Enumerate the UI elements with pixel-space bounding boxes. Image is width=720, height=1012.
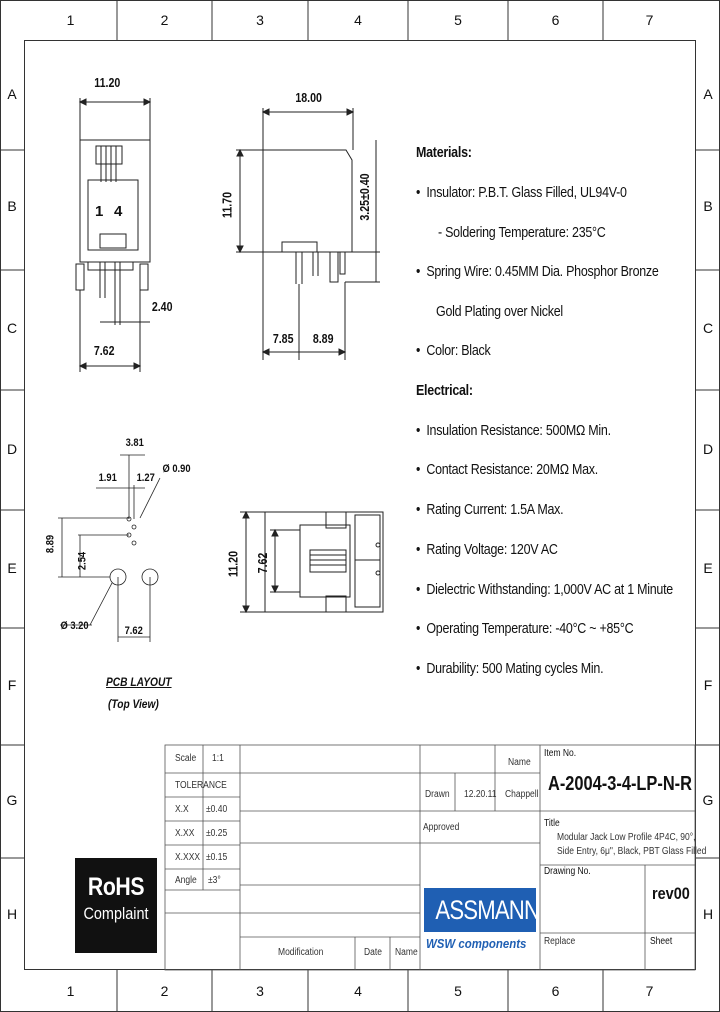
- row-label-g-right: G: [702, 792, 714, 808]
- tol-key-2: X.XXX: [175, 852, 201, 863]
- tol-val-1: ±0.25: [206, 828, 228, 839]
- name2-label: Name: [395, 947, 418, 958]
- spec-gold-plating: Gold Plating over Nickel: [436, 304, 563, 320]
- spec-color: [416, 343, 490, 359]
- spec-current-text: Rating Current: 1.5A Max.: [426, 502, 564, 518]
- col-label-2: 2: [160, 12, 169, 28]
- spec-spring-wire: [416, 264, 659, 280]
- modification-label: Modification: [278, 947, 324, 958]
- row-label-b-right: B: [703, 198, 713, 214]
- col-label-5: 5: [454, 12, 462, 28]
- drawing-no-label: Drawing No.: [544, 866, 591, 877]
- col-label-3-bottom: 3: [256, 983, 264, 999]
- spec-insulator: [416, 185, 627, 201]
- rohs-badge: [75, 858, 157, 953]
- row-label-b: B: [7, 198, 17, 214]
- spec-insulator-text: Insulator: P.B.T. Glass Filled, UL94V-0: [426, 185, 627, 201]
- spec-insulation-text: Insulation Resistance: 500MΩ Min.: [426, 423, 611, 439]
- dim-pcb-peg: Ø 3.20: [60, 620, 89, 632]
- spec-durability: [416, 661, 603, 677]
- scale-label: Scale: [175, 753, 197, 764]
- col-label-4: 4: [354, 12, 362, 28]
- dim-pin-span: 7.62: [93, 344, 115, 358]
- spec-operating: [416, 621, 633, 637]
- assmann-logo: [424, 888, 540, 932]
- spec-dielectric-text: Dielectric Withstanding: 1,000V AC at 1 Minute: [426, 582, 673, 598]
- row-label-g: G: [6, 792, 18, 808]
- dim-side-b: 8.89: [312, 332, 334, 346]
- col-label-2-bottom: 2: [160, 983, 169, 999]
- col-label-1-bottom: 1: [66, 983, 75, 999]
- dim-top-762: 7.62: [256, 552, 271, 574]
- row-label-c: C: [6, 320, 18, 336]
- brand-sub: WSW components: [426, 936, 527, 951]
- tol-key-0: X.X: [175, 804, 189, 815]
- title-line-2: Side Entry, 6μ", Black, PBT Glass Filled: [557, 846, 707, 857]
- scale-value: 1:1: [212, 753, 224, 764]
- row-label-f: F: [7, 677, 17, 693]
- row-label-a-right: A: [703, 86, 713, 102]
- row-label-e: E: [7, 560, 17, 576]
- spec-dielectric: [416, 582, 673, 598]
- replace-label: Replace: [544, 936, 576, 947]
- dim-pcb-hole: Ø 0.90: [162, 463, 191, 475]
- tol-key-3: Angle: [175, 875, 197, 886]
- dim-pcb-191: 1.91: [98, 472, 117, 484]
- spec-insulation: [416, 423, 611, 439]
- dim-pcb-762: 7.62: [124, 625, 143, 637]
- dim-side-offset: 3.25±0.40: [357, 173, 372, 221]
- row-label-c-right: C: [702, 320, 714, 336]
- title-label: Title: [544, 818, 560, 829]
- spec-operating-text: Operating Temperature: -40°C ~ +85°C: [426, 621, 634, 637]
- pin-1-label: 1: [95, 203, 104, 220]
- tol-val-2: ±0.15: [206, 852, 228, 863]
- col-label-1: 1: [66, 12, 75, 28]
- sheet-label: Sheet: [650, 936, 673, 947]
- brand-name: ASSMANN: [435, 895, 540, 925]
- spec-color-text: Color: Black: [426, 343, 491, 359]
- dim-pcb-254: 2.54: [76, 551, 89, 571]
- spec-contact: [416, 462, 598, 478]
- dim-pcb-381: 3.81: [125, 437, 144, 449]
- col-label-7-bottom: 7: [645, 983, 654, 999]
- item-no-label: Item No.: [544, 748, 577, 759]
- dim-side-height: 11.70: [220, 191, 235, 219]
- tol-key-1: X.XX: [175, 828, 195, 839]
- dim-pitch: 2.40: [151, 300, 173, 314]
- drawn-date: 12.20.11: [464, 789, 497, 800]
- row-label-d-right: D: [702, 441, 714, 457]
- spec-spring-wire-text: Spring Wire: 0.45MM Dia. Phosphor Bronze: [426, 264, 659, 280]
- dim-pcb-127: 1.27: [136, 472, 155, 484]
- col-label-6: 6: [551, 12, 560, 28]
- row-label-h: H: [6, 906, 18, 922]
- name-label: Name: [508, 757, 531, 768]
- tolerance-label: TOLERANCE: [175, 780, 227, 791]
- row-label-d: D: [6, 441, 18, 457]
- row-label-f-right: F: [703, 677, 713, 693]
- materials-heading: Materials:: [416, 145, 472, 161]
- row-label-a: A: [7, 86, 17, 102]
- dim-pcb-889: 8.89: [44, 534, 57, 554]
- dim-side-length: 18.00: [295, 91, 322, 105]
- dim-top-1120: 11.20: [226, 550, 241, 578]
- row-label-h-right: H: [702, 906, 714, 922]
- tol-val-0: ±0.40: [206, 804, 228, 815]
- date-label: Date: [364, 947, 382, 958]
- pcb-layout-title: PCB LAYOUT: [106, 675, 172, 689]
- spec-durability-text: Durability: 500 Mating cycles Min.: [426, 661, 604, 677]
- spec-voltage-text: Rating Voltage: 120V AC: [426, 542, 558, 558]
- row-label-e-right: E: [703, 560, 713, 576]
- rohs-title: RoHS: [87, 873, 145, 901]
- spec-voltage: [416, 542, 558, 558]
- col-label-4-bottom: 4: [354, 983, 362, 999]
- drawn-name: Chappell: [505, 789, 539, 800]
- electrical-heading: Electrical:: [416, 383, 473, 399]
- spec-soldering: - Soldering Temperature: 235°C: [438, 225, 606, 241]
- item-number: A-2004-3-4-LP-N-R: [548, 773, 692, 795]
- drawn-label: Drawn: [425, 789, 450, 800]
- approved-label: Approved: [423, 822, 460, 833]
- revision: rev00: [652, 884, 690, 903]
- col-label-6-bottom: 6: [551, 983, 560, 999]
- col-label-3: 3: [256, 12, 264, 28]
- col-label-5-bottom: 5: [454, 983, 462, 999]
- dim-front-width: 11.20: [94, 76, 121, 90]
- title-line-1: Modular Jack Low Profile 4P4C, 90°,: [557, 832, 696, 843]
- tol-val-3: ±3°: [208, 875, 221, 886]
- spec-contact-text: Contact Resistance: 20MΩ Max.: [426, 462, 598, 478]
- col-label-7: 7: [645, 12, 654, 28]
- rohs-subtitle: Complaint: [83, 904, 149, 923]
- spec-current: [416, 502, 563, 518]
- dim-side-a: 7.85: [272, 332, 294, 346]
- pcb-layout-subtitle: (Top View): [108, 697, 159, 711]
- pin-4-label: 4: [114, 203, 123, 220]
